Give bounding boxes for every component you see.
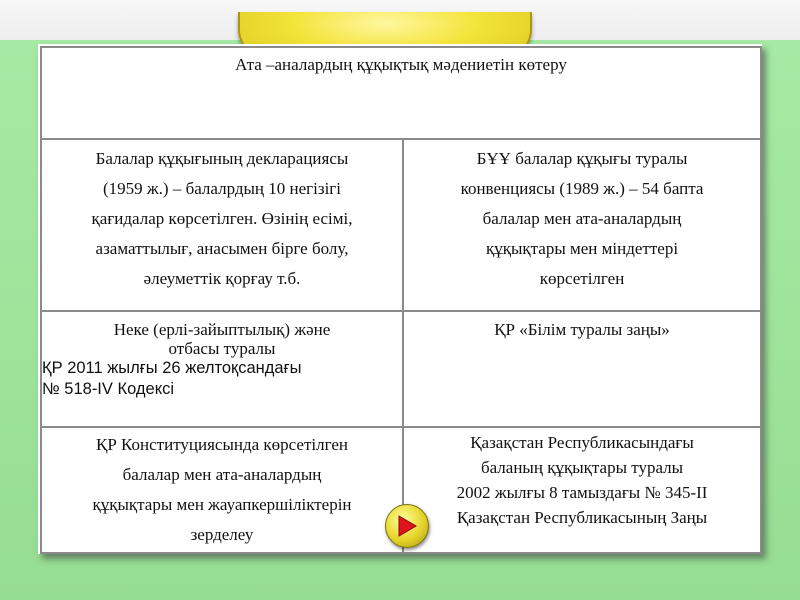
- cell-child-rights-law: [403, 427, 761, 553]
- cell-line: Қазақстан Республикасындағы: [470, 433, 694, 452]
- cell-line: Қазақстан Республикасының Заңы: [456, 508, 708, 527]
- cell-line: азаматтылығ, анасымен бірге болу,: [95, 239, 349, 258]
- cell-convention: [403, 139, 761, 311]
- cell-line: зерделеу: [190, 525, 254, 544]
- cell-line: Неке (ерлі-зайыптылық) және: [113, 320, 331, 339]
- cell-line: балалар мен ата-аналардың: [482, 209, 682, 228]
- cell-line: қағидалар көрсетілген. Өзінің есімі,: [91, 209, 353, 228]
- table-row: [41, 311, 761, 427]
- cell-declaration: [41, 139, 403, 311]
- cell-line: әлеуметтік қорғау т.б.: [143, 269, 301, 288]
- cell-line: (1959 ж.) – балалрдың 10 негізігі: [103, 179, 341, 198]
- cell-family-code: [41, 311, 403, 427]
- cell-line: ҚР 2011 жылғы 26 желтоқсандағы: [42, 359, 302, 377]
- cell-constitution: [41, 427, 403, 553]
- cell-line: 2002 жылғы 8 тамыздағы № 345-II: [456, 483, 708, 502]
- play-icon: [396, 514, 418, 538]
- play-button[interactable]: [385, 504, 429, 548]
- cell-line: баланың құқықтары туралы: [480, 458, 684, 477]
- table-row: [41, 139, 761, 311]
- cell-line: ҚР «Білім туралы заңы»: [494, 320, 670, 339]
- cell-line: БҰҰ балалар құқығы туралы: [476, 149, 688, 168]
- cell-line: ҚР Конституциясында көрсетілген: [95, 435, 349, 454]
- table-header: [41, 47, 761, 139]
- slide-content: [38, 44, 762, 554]
- cell-line: отбасы туралы: [168, 339, 276, 358]
- cell-line: Балалар құқығының декларациясы: [95, 149, 349, 168]
- table-title: Ата –аналардың құқықтық мәдениетін көтеру: [235, 55, 567, 74]
- cell-line: құқықтары мен жауапкершіліктерін: [92, 495, 352, 514]
- cell-line: № 518-IV Кодексі: [42, 380, 175, 398]
- cell-line: балалар мен ата-аналардың: [122, 465, 322, 484]
- cell-line: құқықтары мен міндеттері: [485, 239, 679, 258]
- cell-line: конвенциясы (1989 ж.) – 54 бапта: [460, 179, 704, 198]
- cell-education-law: [403, 311, 761, 427]
- rights-table: [40, 46, 762, 554]
- cell-line: көрсетілген: [539, 269, 625, 288]
